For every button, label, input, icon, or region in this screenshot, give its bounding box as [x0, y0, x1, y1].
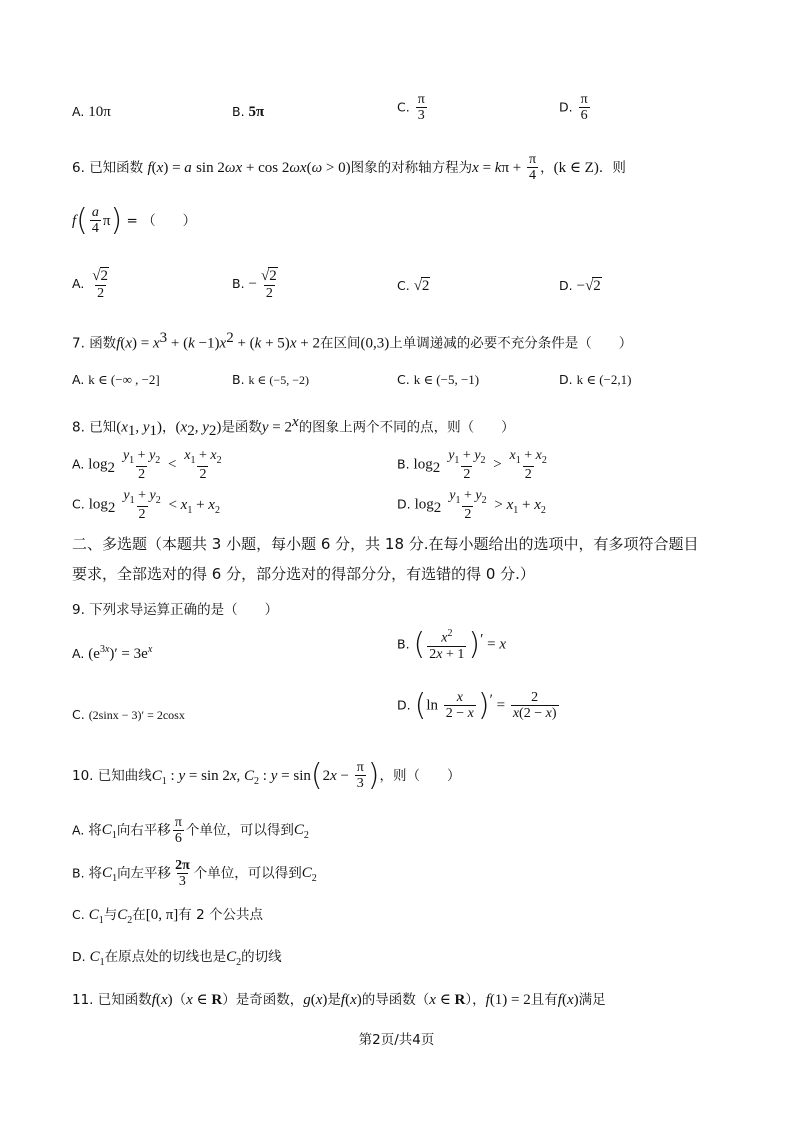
q10-option-b: B. 将$C_1$向左平移 $\frac{2\pi}{3}$ 个单位，可以得到$C_2$ — [72, 858, 317, 890]
q8-option-a: A. $\log_2$ $\frac{y_1 + y_2}{2}$ < $\frac{x_1 + x_2}{2}$ — [72, 448, 222, 482]
q9-stem: 9. 下列求导运算正确的是（ ） — [72, 602, 279, 618]
q8-option-d: D. $\log_2$ $\frac{y_1 + y_2}{2}$ > $x_1 + x_2$ — [397, 488, 546, 522]
q6-option-a: A. $\frac{√2}{2}$ — [72, 268, 109, 301]
q8-stem: 8. 已知($x_1$, $y_1$)，($x_2$, $y_2$)是函数$y = 2^x$的图象上两个不同的点，则（ ） — [72, 414, 515, 440]
q10-option-d: D. $C_1$在原点处的切线也是$C_2$的切线 — [72, 949, 282, 968]
q5-option-d: D. $\frac{\pi}{6}$ — [559, 92, 588, 124]
q9-option-b: B. ( $\frac{x^2}{2x + 1}$ )′ = x — [397, 627, 507, 663]
q7-stem: 7. 函数$f(x) = x^3 + (k -1)x^2 + (k + 5)x + 2$在区间(0,3)上单调递减的必要不充分条件是（ ） — [72, 330, 633, 352]
q6-question: f( $\frac{a}{4}$ π) = （ ） — [72, 202, 197, 238]
q7-option-a: A. k ∈ (−∞ , −2] — [72, 372, 160, 387]
q9-option-c: C. (2sinx − 3)′ = 2cosx — [72, 707, 185, 722]
q8-option-b: B. $\log_2$ $\frac{y_1 + y_2}{2}$ > $\frac{x_1 + x_2}{2}$ — [397, 448, 547, 482]
q8-option-c: C. $\log_2$ $\frac{y_1 + y_2}{2}$ < $x_1 + x_2$ — [72, 488, 220, 522]
q6-option-b: B. − $\frac{√2}{2}$ — [232, 268, 277, 301]
q9-option-a: A. $(e^{3x})' = 3e^x$ — [72, 644, 153, 662]
q10-stem: 10. 已知曲线$C_1$ : y = sin 2x, $C_2$ : y = sin(2x − $\frac{\pi}{3}$ )，则（ ） — [72, 757, 461, 793]
q5-option-b: B. 5π — [232, 104, 265, 120]
q10-option-a: A. 将$C_1$向右平移 $\frac{\pi}{6}$ 个单位，可以得到$C_2$ — [72, 815, 309, 847]
q7-option-b: B. k ∈ (−5, −2) — [232, 372, 309, 387]
q10-option-c: C. $C_1$与$C_2$在[0, π]有 2 个公共点 — [72, 907, 263, 926]
q6-stem: 6. 已知函数 f(x) = a sin 2ωx + cos 2ωx(ω > 0)图象的对称轴方程为x = kπ + $\frac{\pi}{4}$ ，(k ∈ Z)．则 — [72, 152, 626, 184]
section-2-heading: 二、多选题（本题共 3 小题，每小题 6 分，共 18 分.在每小题给出的选项中，有多项符合题目 — [72, 535, 699, 553]
q7-option-c: C. k ∈ (−5, −1) — [397, 372, 480, 387]
section-2-heading-cont: 要求，全部选对的得 6 分，部分选对的得部分分，有选错的得 0 分.） — [72, 565, 535, 583]
q5-option-a: A. 10π — [72, 104, 111, 120]
q6-option-d: D. −√2 — [559, 278, 601, 294]
q5-option-c: C. $\frac{\pi}{3}$ — [397, 92, 425, 124]
page-footer: 第2页/共4页 — [358, 1032, 435, 1048]
q7-option-d: D. k ∈ (−2,1) — [559, 372, 632, 387]
q9-option-d: D. (ln $\frac{x}{2 - x}$ )′ = $\frac{2}{x(2 - x)}$ — [397, 687, 557, 723]
q6-option-c: C. √2 — [397, 278, 430, 294]
q11-stem: 11. 已知函数f(x)（x ∈ R）是奇函数，g(x)是f(x)的导函数（x ∈ R），f(1) = 2且有f(x)满足 — [72, 992, 606, 1008]
